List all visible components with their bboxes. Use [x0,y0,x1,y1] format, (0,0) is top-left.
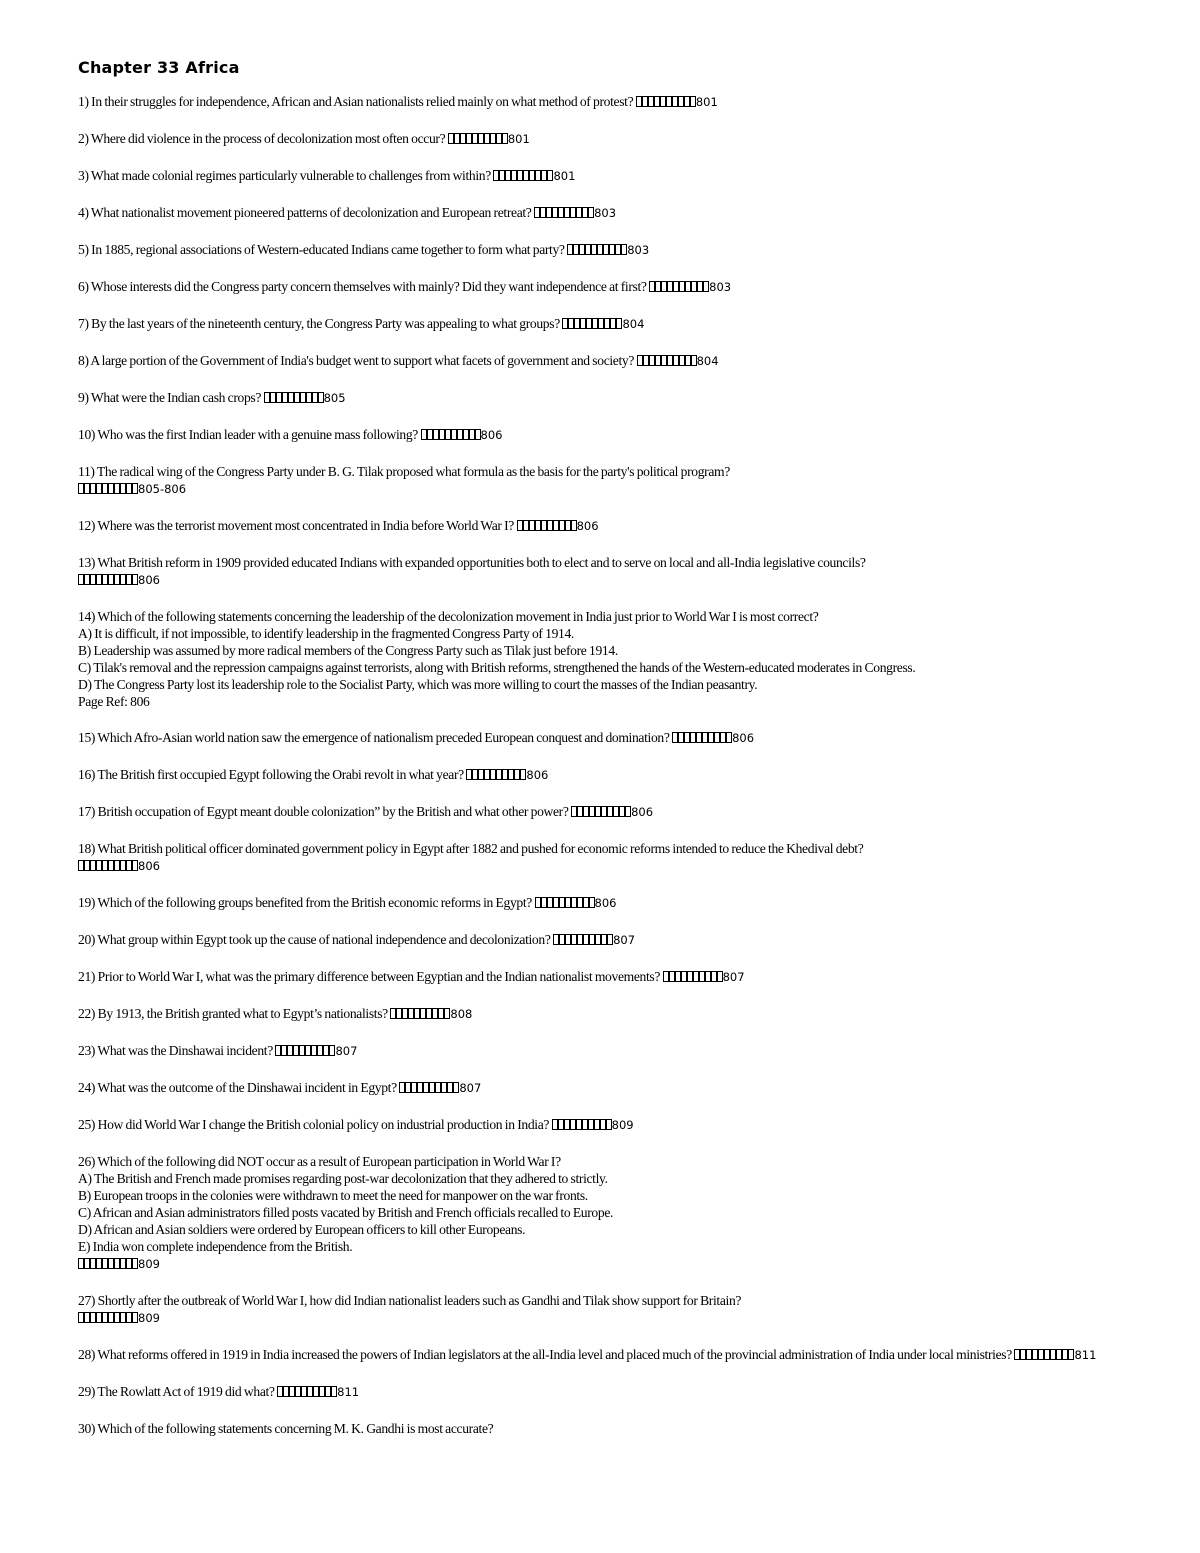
question-text: 8) A large portion of the Government of India's budget went to support what facets of government and society? [78,353,635,368]
question-text: 11) The radical wing of the Congress Party under B. G. Tilak proposed what formula as the basis for the party's political program? [78,464,730,479]
document-page [78,58,1118,1456]
question-text: 16) The British first occupied Egypt following the Orabi revolt in what year? [78,767,464,782]
question-item [78,389,1118,407]
page-number: 811 [1074,1348,1097,1362]
question-item [78,931,1118,949]
question-item [78,517,1118,535]
question-text: 30) Which of the following statements concerning M. K. Gandhi is most accurate? [78,1421,494,1436]
question-text: 21) Prior to World War I, what was the primary difference between Egyptian and the Indian nationalist movements? [78,969,661,984]
page-reference [78,1256,160,1271]
question-item [78,968,1118,986]
page-number: 805-806 [138,482,187,496]
page-reference [78,858,160,873]
question-text: 22) By 1913, the British granted what to Egypt’s nationalists? [78,1006,388,1021]
question-item [78,840,1118,875]
question-text: 19) Which of the following groups benefited from the British economic reforms in Egypt? [78,895,532,910]
question-text: 12) Where was the terrorist movement most concentrated in India before World War I? [78,518,514,533]
page-number: 806 [631,805,654,819]
page-number: 805 [323,391,346,405]
question-item [78,463,1118,498]
question-item [78,1116,1118,1134]
page-reference [277,1384,359,1399]
page-reference [78,1310,160,1325]
page-number: 807 [613,933,636,947]
question-item [78,803,1118,821]
page-reference [275,1043,357,1058]
page-number: 809 [138,1257,160,1271]
question-text: 1) In their struggles for independence, African and Asian nationalists relied mainly on what method of protest? [78,94,634,109]
question-text: 27) Shortly after the outbreak of World War I, how did Indian nationalist leaders such as Gandhi and Tilak show support for Britain? [78,1293,742,1308]
page-reference [649,279,731,294]
question-item [78,1420,1118,1437]
page-number: 807 [335,1044,358,1058]
question-item [78,1153,1118,1273]
question-text: 4) What nationalist movement pioneered patterns of decolonization and European retreat? [78,205,532,220]
answer-option: C) African and Asian administrators filled posts vacated by British and French officials recalled to Europe. [78,1205,614,1220]
question-item [78,894,1118,912]
page-number: 801 [507,132,530,146]
page-number: 806 [138,573,160,587]
answer-option: D) The Congress Party lost its leadership role to the Socialist Party, which was more willing to court the masses of the Indian peasantry. [78,677,758,692]
question-text: 6) Whose interests did the Congress party concern themselves with mainly? Did they want independence at first? [78,279,647,294]
page-reference [535,895,617,910]
page-reference [562,316,644,331]
page-reference [672,730,754,745]
question-text: 26) Which of the following did NOT occur as a result of European participation in World War I? [78,1154,561,1169]
question-text: 5) In 1885, regional associations of Western-educated Indians came together to form what party? [78,242,565,257]
page-number: 806 [732,731,755,745]
question-text: 24) What was the outcome of the Dinshawai incident in Egypt? [78,1080,397,1095]
answer-option: A) The British and French made promises regarding post-war decolonization that they adhered to strictly. [78,1171,608,1186]
page-number: 801 [695,95,718,109]
page-reference [553,932,635,947]
page-number: 807 [459,1081,482,1095]
page-number: 803 [709,280,732,294]
question-list [78,93,1118,1437]
page-reference [571,804,653,819]
page-number: 804 [622,317,645,331]
question-text: 9) What were the Indian cash crops? [78,390,262,405]
page-number: 801 [553,169,576,183]
question-text: 10) Who was the first Indian leader with a genuine mass following? [78,427,418,442]
question-text: 25) How did World War I change the British colonial policy on industrial production in India? [78,1117,550,1132]
question-text: 18) What British political officer dominated government policy in Egypt after 1882 and pushed for economic reforms intended to reduce the Khedival debt? [78,841,864,856]
page-reference [493,168,575,183]
page-reference [78,481,186,496]
question-item [78,315,1118,333]
question-text: 2) Where did violence in the process of decolonization most often occur? [78,131,446,146]
question-item [78,766,1118,784]
question-text: 15) Which Afro-Asian world nation saw the emergence of nationalism preceded European conquest and domination? [78,730,670,745]
question-item [78,608,1118,710]
page-number: 807 [722,970,745,984]
page-number: 811 [337,1385,360,1399]
question-item [78,93,1118,111]
page-number: 806 [576,519,599,533]
question-item [78,1346,1118,1364]
question-item [78,352,1118,370]
page-reference [663,969,745,984]
question-item [78,426,1118,444]
page-reference [637,353,719,368]
answer-option: D) African and Asian soldiers were ordered by European officers to kill other Europeans. [78,1222,526,1237]
question-item [78,130,1118,148]
question-text: 23) What was the Dinshawai incident? [78,1043,273,1058]
question-item [78,1005,1118,1023]
question-item [78,167,1118,185]
chapter-title: Chapter 33 Africa [78,58,240,77]
question-text: 13) What British reform in 1909 provided educated Indians with expanded opportunities both to elect and to serve on local and all-India legislative councils? [78,555,866,570]
page-reference [264,390,346,405]
page-number: 803 [594,206,617,220]
question-item [78,1079,1118,1097]
page-reference [534,205,616,220]
answer-option: C) Tilak's removal and the repression campaigns against terrorists, along with British reforms, strengthened the hands of the Western-educated moderates in Congress. [78,660,916,675]
page-number: 808 [450,1007,473,1021]
page-reference [421,427,503,442]
question-text: 14) Which of the following statements concerning the leadership of the decolonization movement in India just prior to World War I is most correct? [78,609,819,624]
page-reference [390,1006,472,1021]
page-reference [1014,1347,1096,1362]
page-number: 804 [696,354,719,368]
question-item [78,729,1118,747]
question-text: 17) British occupation of Egypt meant double colonization” by the British and what other power? [78,804,569,819]
answer-option: B) European troops in the colonies were withdrawn to meet the need for manpower on the war fronts. [78,1188,588,1203]
page-number: 809 [611,1118,634,1132]
question-item [78,241,1118,259]
question-text: 7) By the last years of the nineteenth century, the Congress Party was appealing to what groups? [78,316,560,331]
page-number: 809 [138,1311,160,1325]
page-number: 806 [594,896,617,910]
page-number: 806 [480,428,503,442]
answer-option: A) It is difficult, if not impossible, to identify leadership in the fragmented Congress Party of 1914. [78,626,574,641]
question-item [78,554,1118,589]
page-number: 803 [627,243,650,257]
page-reference [78,572,160,587]
question-item [78,1292,1118,1327]
question-text: 28) What reforms offered in 1919 in India increased the powers of Indian legislators at the all-India level and placed much of the provincial administration of India under local ministries? [78,1347,1012,1362]
page-number: 806 [138,859,160,873]
question-item [78,278,1118,296]
question-item [78,1383,1118,1401]
page-number: 806 [526,768,549,782]
page-ref-label: Page Ref: 806 [78,694,150,709]
page-reference [466,767,548,782]
page-reference [552,1117,634,1132]
question-text: 20) What group within Egypt took up the cause of national independence and decolonization? [78,932,551,947]
question-item [78,204,1118,222]
answer-option: B) Leadership was assumed by more radical members of the Congress Party such as Tilak just before 1914. [78,643,618,658]
page-reference [636,94,718,109]
question-item [78,1042,1118,1060]
page-reference [567,242,649,257]
answer-option: E) India won complete independence from the British. [78,1239,353,1254]
page-reference [399,1080,481,1095]
page-reference [448,131,530,146]
question-text: 29) The Rowlatt Act of 1919 did what? [78,1384,275,1399]
page-reference [517,518,599,533]
question-text: 3) What made colonial regimes particularly vulnerable to challenges from within? [78,168,491,183]
